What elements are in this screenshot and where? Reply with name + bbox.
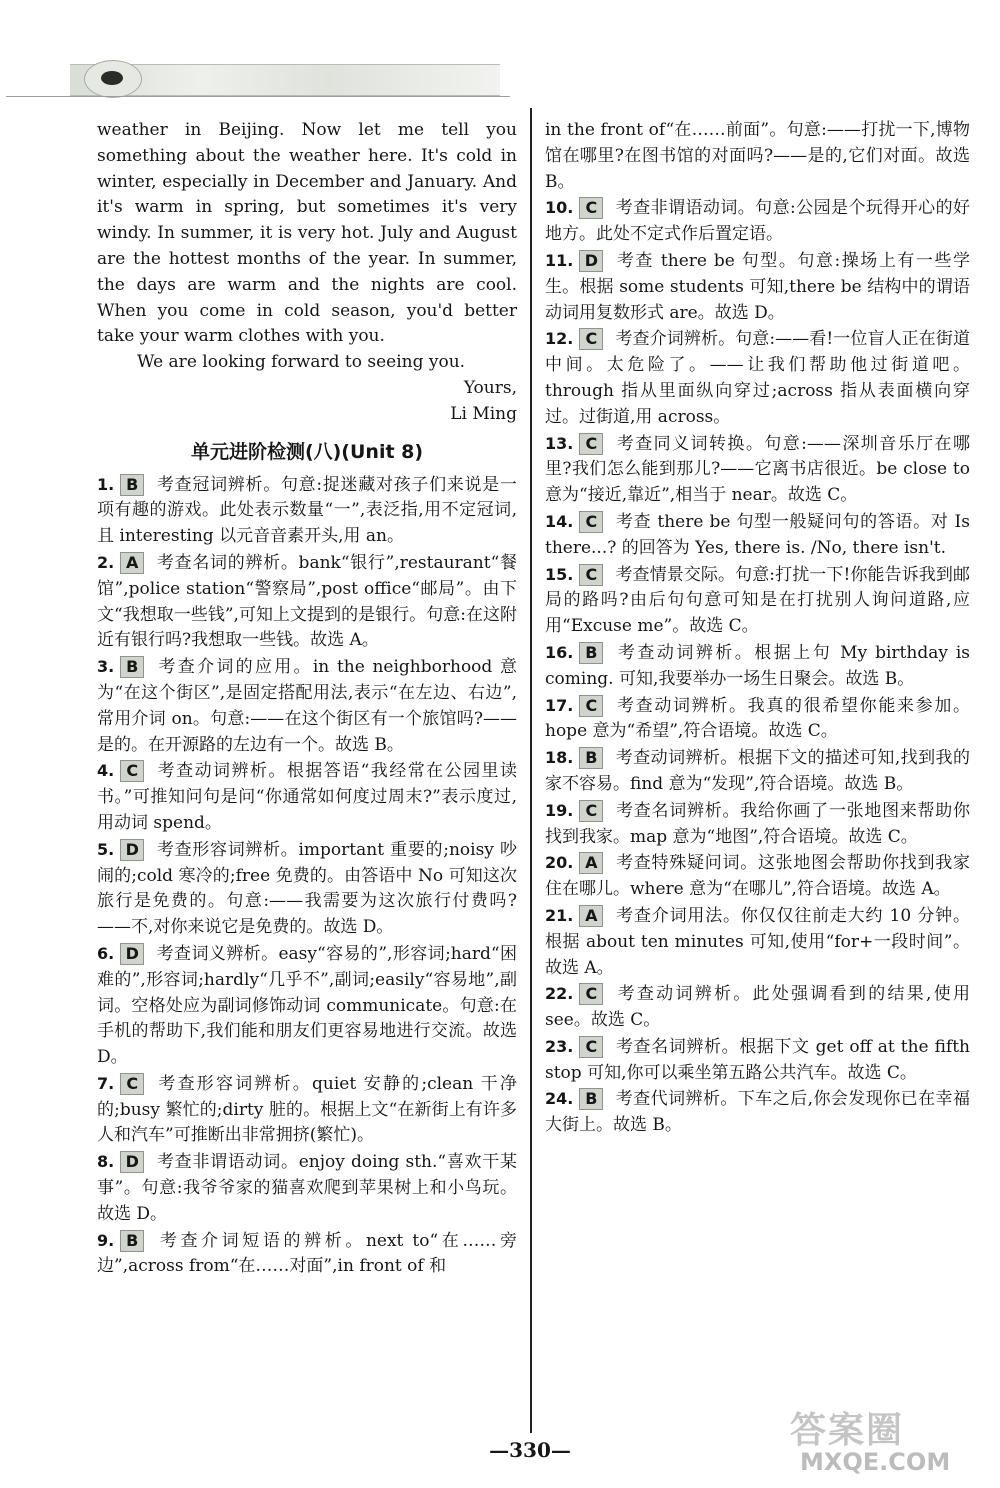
answer-letter: D bbox=[120, 839, 144, 861]
item-explanation: 考查动词辨析。根据上句 My birthday is coming. 可知,我要举办一场生日聚会。故选 B。 bbox=[545, 642, 970, 689]
answer-item bbox=[545, 562, 970, 640]
answer-letter: C bbox=[579, 1036, 603, 1058]
answer-letter: C bbox=[120, 1073, 144, 1095]
item-number: 10. bbox=[545, 198, 574, 218]
answer-letter: B bbox=[120, 1230, 144, 1252]
answer-letter: D bbox=[579, 250, 603, 272]
answer-item bbox=[545, 431, 970, 509]
letter-closing-line: We are looking forward to seeing you. bbox=[137, 352, 466, 373]
answer-letter: D bbox=[120, 1151, 144, 1173]
item-number: 9. bbox=[97, 1230, 115, 1250]
column-divider bbox=[530, 108, 532, 1433]
item-explanation: 考查介词用法。你仅仅往前走大约 10 分钟。根据 about ten minutes 可知,使用“for+一段时间”。故选 A。 bbox=[545, 905, 970, 978]
item-number: 19. bbox=[545, 800, 574, 820]
item-explanation: 考查词义辨析。easy“容易的”,形容词;hard“困难的”,形容词;hardly“几乎不”,副词;easily“容易地”,副词。空格处应为副词修饰动词 communicate。句意:在手机的帮助下,我们能和朋友们更容易地进行交流。故选 D。 bbox=[97, 943, 517, 1068]
section-title: 单元进阶检测(八)(Unit 8) bbox=[190, 440, 424, 463]
answer-item bbox=[545, 640, 970, 693]
item-explanation: 考查介词短语的辨析。next to“在……旁边”,across from“在……对面”,in front of 和 bbox=[97, 1230, 517, 1277]
item-explanation: 考查动词辨析。根据下文的描述可知,找到我的家不容易。find 意为“发现”,符合语境。故选 B。 bbox=[545, 748, 970, 794]
answer-item bbox=[545, 1086, 970, 1139]
answer-letter: C bbox=[120, 760, 144, 782]
item-explanation: 考查形容词辨析。important 重要的;noisy 吵闹的;cold 寒冷的;free 免费的。由答语中 No 可知这次旅行是免费的。句意:——我需要为这次旅行付费吗?——不,对你来说它是免费的。故选 D。 bbox=[97, 839, 517, 938]
item-number: 18. bbox=[545, 748, 574, 768]
item-explanation: 考查情景交际。句意:打扰一下!你能告诉我到邮局的路吗?由后句句意可知是在打扰别人询问道路,应用“Excuse me”。故选 C。 bbox=[545, 564, 970, 637]
answer-item bbox=[545, 850, 970, 903]
item-explanation: 考查非谓语动词。句意:公园是个玩得开心的好地方。此处不定式作后置定语。 bbox=[545, 198, 970, 245]
answer-item bbox=[545, 903, 970, 981]
answer-letter: C bbox=[579, 511, 603, 533]
letter-signature: Li Ming bbox=[450, 403, 517, 424]
answer-item bbox=[545, 326, 970, 430]
letter-signoff: Yours, bbox=[463, 377, 517, 398]
page-number: —330— bbox=[489, 1438, 571, 1462]
item-explanation: 考查名词的辨析。bank“银行”,restaurant“餐馆”,police station“警察局”,post office“邮局”。由下文“我想取一些钱”,可知上文提到的是银行。句意:在这附近有银行吗?我想取一些钱。故选 A。 bbox=[97, 552, 517, 651]
answer-item bbox=[545, 745, 970, 798]
answer-item bbox=[97, 758, 517, 836]
item-number: 17. bbox=[545, 695, 574, 715]
answer-letter: B bbox=[579, 747, 603, 769]
watermark-logo-text: 答案圈 bbox=[790, 1410, 905, 1451]
item-number: 16. bbox=[545, 642, 574, 662]
item-explanation: 考查特殊疑问词。这张地图会帮助你找到我家住在哪儿。where 意为“在哪儿”,符合语境。故选 A。 bbox=[545, 853, 970, 900]
item-number: 1. bbox=[97, 474, 115, 494]
answer-item bbox=[97, 941, 517, 1071]
item-explanation: 考查介词辨析。句意:——看!一位盲人正在街道中间。太危险了。——让我们帮助他过街道吧。through 指从里面纵向穿过;across 指从表面横向穿过。过街道,用 across。 bbox=[545, 329, 970, 427]
answer-item bbox=[97, 472, 517, 550]
answer-letter: C bbox=[579, 328, 603, 350]
answer-item bbox=[545, 248, 970, 326]
answer-item bbox=[97, 1149, 517, 1227]
item-number: 14. bbox=[545, 511, 574, 531]
answer-item bbox=[97, 654, 517, 758]
answer-item bbox=[97, 550, 517, 654]
item-number: 3. bbox=[97, 657, 115, 677]
item-number: 20. bbox=[545, 853, 574, 873]
answer-letter: B bbox=[120, 656, 144, 678]
item-number: 23. bbox=[545, 1036, 574, 1056]
item-explanation: 考查代词辨析。下车之后,你会发现你已在幸福大街上。故选 B。 bbox=[545, 1089, 970, 1136]
header-rule bbox=[6, 96, 510, 97]
answer-letter: B bbox=[579, 1088, 603, 1110]
item-explanation: 考查同义词转换。句意:——深圳音乐厅在哪里?我们怎么能到那儿?——它离书店很近。be close to 意为“接近,靠近”,相当于 near。故选 C。 bbox=[545, 433, 970, 506]
answer-item bbox=[545, 1034, 970, 1087]
item-explanation: 考查名词辨析。根据下文 get off at the fifth stop 可知,你可以乘坐第五路公共汽车。故选 C。 bbox=[545, 1036, 970, 1083]
item-number: 6. bbox=[97, 943, 115, 963]
item-explanation: 考查冠词辨析。句意:捉迷藏对孩子们来说是一项有趣的游戏。此处表示数量“一”,表泛指,用不定冠词,且 interesting 以元音音素开头,用 an。 bbox=[97, 474, 517, 547]
answer-letter: C bbox=[579, 564, 603, 586]
item-number: 7. bbox=[97, 1073, 115, 1093]
watermark-domain: MXQE.COM bbox=[800, 1448, 951, 1476]
answer-item bbox=[97, 837, 517, 941]
item-number: 8. bbox=[97, 1152, 115, 1172]
answer-item bbox=[545, 798, 970, 851]
watermark bbox=[780, 1402, 980, 1480]
item-number: 21. bbox=[545, 905, 574, 925]
item-number: 13. bbox=[545, 433, 574, 453]
answer-letter: D bbox=[120, 943, 144, 965]
answer-item bbox=[97, 1071, 517, 1149]
book-logo-icon bbox=[84, 60, 142, 98]
item-number: 4. bbox=[97, 761, 115, 781]
answer-item bbox=[97, 1228, 517, 1281]
answer-item bbox=[545, 981, 970, 1034]
left-column bbox=[97, 118, 517, 1280]
right-column bbox=[545, 118, 970, 1139]
answer-letter: C bbox=[579, 983, 603, 1005]
answer-letter: A bbox=[120, 552, 144, 574]
answer-letter: C bbox=[579, 433, 603, 455]
item-explanation: 考查动词辨析。我真的很希望你能来参加。hope 意为“希望”,符合语境。故选 C。 bbox=[545, 695, 970, 742]
answer-item bbox=[545, 693, 970, 746]
answer-item bbox=[545, 509, 970, 562]
item-number: 2. bbox=[97, 552, 115, 572]
item-number: 11. bbox=[545, 250, 574, 270]
item-explanation: 考查动词辨析。此处强调看到的结果,使用 see。故选 C。 bbox=[545, 984, 970, 1031]
item-number: 15. bbox=[545, 564, 574, 584]
item-explanation: 考查动词辨析。根据答语“我经常在公园里读书。”可推知问句是问“你通常如何度过周末?”表示度过,用动词 spend。 bbox=[97, 761, 517, 833]
answer-item bbox=[545, 195, 970, 248]
page-header bbox=[0, 58, 510, 100]
answer-letter: C bbox=[579, 800, 603, 822]
item-explanation: 考查非谓语动词。enjoy doing sth.“喜欢干某事”。句意:我爷爷家的猫喜欢爬到苹果树上和小鸟玩。故选 D。 bbox=[97, 1152, 517, 1224]
item-number: 5. bbox=[97, 839, 115, 859]
answer-letter: B bbox=[120, 474, 144, 496]
item-number: 22. bbox=[545, 984, 574, 1004]
letter-paragraph: weather in Beijing. Now let me tell you something about the weather here. It's cold in winter, especially in December and January. And it's warm in spring, but sometimes it's very windy. In summer, it is very hot. July and August are the hottest months of the year. In summer, the days are warm and the nights are cool. When you come in cold season, you'd better take your warm clothes with you. bbox=[97, 120, 517, 347]
item-explanation: 考查 there be 句型一般疑问句的答语。对 Is there...? 的回答为 Yes, there is. /No, there isn't. bbox=[545, 511, 970, 558]
item-number: 24. bbox=[545, 1089, 574, 1109]
item-explanation: 考查形容词辨析。quiet 安静的;clean 干净的;busy 繁忙的;dirty 脏的。根据上文“在新街上有许多人和汽车”可推断出非常拥挤(繁忙)。 bbox=[97, 1073, 517, 1146]
continuation-text: in the front of“在……前面”。句意:——打扰一下,博物馆在哪里?在图书馆的对面吗?——是的,它们对面。故选 B。 bbox=[545, 120, 970, 192]
answer-letter: A bbox=[579, 905, 603, 927]
item-number: 12. bbox=[545, 329, 574, 349]
item-explanation: 考查名词辨析。我给你画了一张地图来帮助你找到我家。map 意为“地图”,符合语境。故选 C。 bbox=[545, 800, 970, 847]
item-explanation: 考查介词的应用。in the neighborhood 意为“在这个街区”,是固定搭配用法,表示“在左边、右边”,常用介词 on。句意:——在这个街区有一个旅馆吗?——是的。在开源路的左边有一个。故选 B。 bbox=[97, 657, 517, 755]
answer-letter: A bbox=[579, 852, 603, 874]
answer-letter: C bbox=[579, 197, 603, 219]
answer-letter: C bbox=[579, 695, 603, 717]
answer-letter: B bbox=[579, 642, 603, 664]
item-explanation: 考查 there be 句型。句意:操场上有一些学生。根据 some students 可知,there be 结构中的谓语动词用复数形式 are。故选 D。 bbox=[545, 250, 970, 323]
